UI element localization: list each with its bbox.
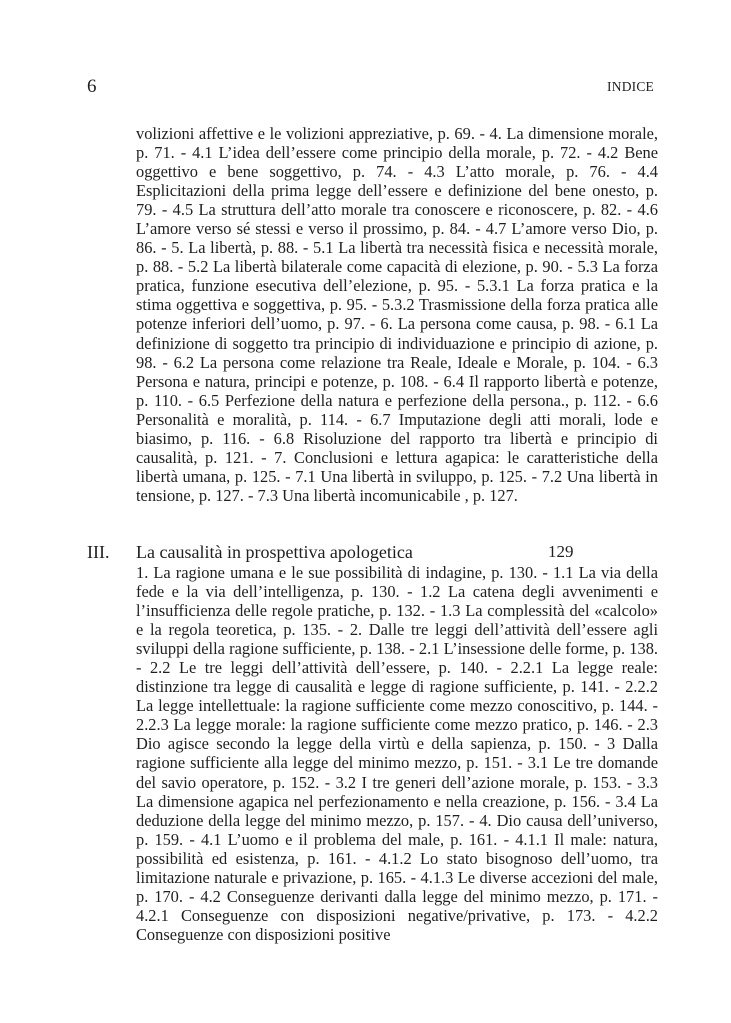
- section-page-number: 129: [548, 542, 574, 561]
- section-title: La causalità in prospettiva apologetica: [136, 542, 413, 562]
- toc-section-entries: 1. La ragione umana e le sue possibilità di indagine, p. 130. - 1.1 La via della fede e la via dell’intelligenza, p. 130. - 1.2 La catena degli avvenimenti e l’insufficienza delle regole pratiche, p. 132. - 1.3 La complessità del «calcolo» e la regola teoretica, p. 135. - 2. Dalle tre leggi dell’attività dell’essere agli sviluppi della ragione sufficiente, p. 138. - 2.1 L’insessione delle forme, p. 138. - 2.2 Le tre leggi dell’attività dell’essere, p. 140. - 2.2.1 La legge reale: distinzione tra legge di causalità e legge di ragione sufficiente, p. 141. - 2.2.2 La legge intellettuale: la ragione sufficiente come mezzo conoscitivo, p. 144. - 2.2.3 La legge morale: la ragione sufficiente come mezzo pratico, p. 146. - 2.3 Dio agisce secondo la legge della virtù e della sapienza, p. 150. - 3 Dalla ragione sufficiente alla legge del minimo mezzo, p. 151. - 3.1 Le tre domande del savio operatore, p. 152. - 3.2 I tre generi dell’azione morale, p. 153. - 3.3 La dimensione agapica nel perfezionamento e nella creazione, p. 156. - 3.4 La deduzione della legge del minimo mezzo, p. 157. - 4. Dio causa dell’universo, p. 159. - 4.1 L’uomo e il problema del male, p. 161. - 4.1.1 Il male: natura, possibilità ed esistenza, p. 161. - 4.1.2 Lo stato bisognoso dell’uomo, tra limitazione naturale e privazione, p. 165. - 4.1.3 Le diverse accezioni del male, p. 170. - 4.2 Conseguenze derivanti dalla legge del minimo mezzo, p. 171. - 4.2.1 Conseguenze con disposizioni negative/privative, p. 173. - 4.2.2 Conseguenze con disposizioni positive: [136, 563, 658, 944]
- page-number: 6: [87, 76, 97, 97]
- toc-continued-entries: volizioni affettive e le volizioni appreziative, p. 69. - 4. La dimensione morale, p. 71. - 4.1 L’idea dell’essere come principio della morale, p. 72. - 4.2 Bene oggettivo e bene soggettivo, p. 74. - 4.3 L’atto morale, p. 76. - 4.4 Esplicitazioni della prima legge dell’essere e definizione del bene onesto, p. 79. - 4.5 La struttura dell’atto morale tra conoscere e riconoscere, p. 82. - 4.6 L’amore verso sé stessi e verso il prossimo, p. 84. - 4.7 L’amore verso Dio, p. 86. - 5. La libertà, p. 88. - 5.1 La libertà tra necessità fisica e necessità morale, p. 88. - 5.2 La libertà bilaterale come capacità di elezione, p. 90. - 5.3 La forza pratica, funzione esecutiva dell’elezione, p. 95. - 5.3.1 La forza pratica e la stima oggettiva e soggettiva, p. 95. - 5.3.2 Trasmissione della forza pratica alle potenze inferiori dell’uomo, p. 97. - 6. La persona come causa, p. 98. - 6.1 La definizione di soggetto tra principio di individuazione e principio di azione, p. 98. - 6.2 La persona come relazione tra Reale, Ideale e Morale, p. 104. - 6.3 Persona e natura, principi e potenze, p. 108. - 6.4 Il rapporto libertà e potenze, p. 110. - 6.5 Perfezione della natura e perfezione della persona., p. 112. - 6.6 Personalità e moralità, p. 114. - 6.7 Imputazione degli atti morali, lode e biasimo, p. 116. - 6.8 Risoluzione del rapporto tra libertà e principio di causalità, p. 121. - 7. Conclusioni e lettura agapica: le caratteristiche della libertà umana, p. 125. - 7.1 Una libertà in sviluppo, p. 125. - 7.2 Una libertà in tensione, p. 127. - 7.3 Una libertà incomunicabile , p. 127.: [136, 124, 658, 505]
- section-numeral: III.: [87, 542, 110, 562]
- toc-section-heading: [87, 541, 658, 563]
- running-head: INDICE: [607, 79, 654, 94]
